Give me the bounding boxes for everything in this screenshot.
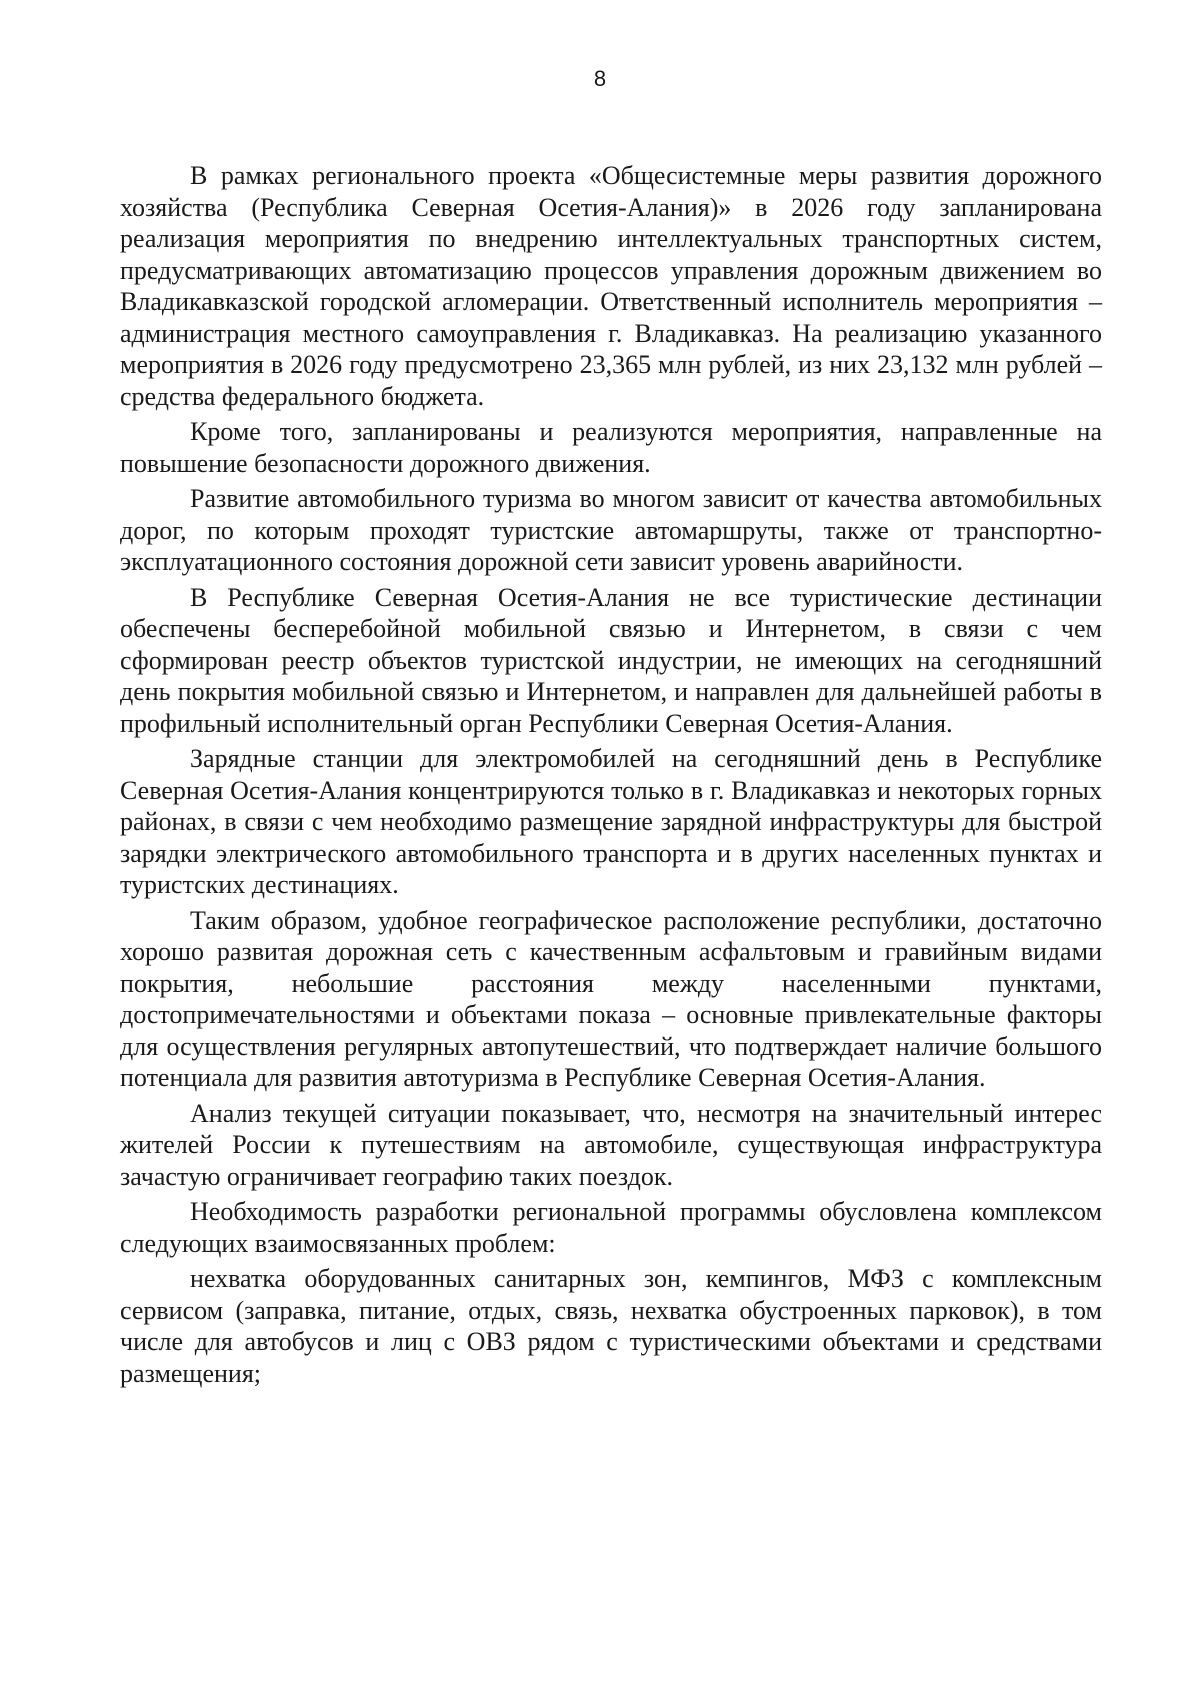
- paragraph-road-safety: Кроме того, запланированы и реализуются мероприятия, направленные на повышение безопасности дорожного движения.: [120, 417, 1102, 478]
- document-body: [120, 160, 1102, 1393]
- paragraph-charging-stations: Зарядные станции для электромобилей на сегодняшний день в Республике Северная Осетия-Алания концентрируются только в г. Владикавказ и некоторых горных районах, в связи с чем необходимо размещение зарядной инфраструктуры для быстрой зарядки электрического автомобильного транспорта и в других населенных пунктах и туристских дестинациях.: [120, 744, 1102, 899]
- paragraph-auto-tourism: Развитие автомобильного туризма во многом зависит от качества автомобильных дорог, по которым проходят туристские автомаршруты, также от транспортно-эксплуатационного состояния дорожной сети зависит уровень аварийности.: [120, 484, 1102, 576]
- paragraph-program-need: Необходимость разработки региональной программы обусловлена комплексом следующих взаимосвязанных проблем:: [120, 1197, 1102, 1258]
- paragraph-mobile-coverage: В Республике Северная Осетия-Алания не все туристические дестинации обеспечены бесперебойной мобильной связью и Интернетом, в связи с чем сформирован реестр объектов туристской индустрии, не имеющих на сегодняшний день покрытия мобильной связью и Интернетом, и направлен для дальнейшей работы в профильный исполнительный орган Республики Северная Осетия-Алания.: [120, 582, 1102, 738]
- paragraph-summary: Таким образом, удобное географическое расположение республики, достаточно хорошо развитая дорожная сеть с качественным асфальтовым и гравийным видами покрытия, небольшие расстояния между населенными пунктами, достопримечательностями и объектами показа – основные привлекательные факторы для осуществления регулярных автопутешествий, что подтверждает наличие большого потенциала для развития автотуризма в Республике Северная Осетия-Алания.: [120, 905, 1102, 1092]
- page-number: 8: [593, 66, 607, 91]
- paragraph-problem-list-item: нехватка оборудованных санитарных зон, кемпингов, МФЗ с комплексным сервисом (заправка, питание, отдых, связь, нехватка обустроенных парковок), в том числе для автобусов и лиц с ОВЗ рядом с туристическими объектами и средствами размещения;: [120, 1264, 1102, 1388]
- paragraph-analysis: Анализ текущей ситуации показывает, что, несмотря на значительный интерес жителей России к путешествиям на автомобиле, существующая инфраструктура зачастую ограничивает географию таких поездок.: [120, 1098, 1102, 1191]
- paragraph-regional-project: В рамках регионального проекта «Общесистемные меры развития дорожного хозяйства (Республика Северная Осетия-Алания)» в 2026 году запланирована реализация мероприятия по внедрению интеллектуальных транспортных систем, предусматривающих автоматизацию процессов управления дорожным движением во Владикавказской городской агломерации. Ответственный исполнитель мероприятия – администрация местного самоуправления г. Владикавказ. На реализацию указанного мероприятия в 2026 году предусмотрено 23,365 млн рублей, из них 23,132 млн рублей – средства федерального бюджета.: [120, 161, 1102, 411]
